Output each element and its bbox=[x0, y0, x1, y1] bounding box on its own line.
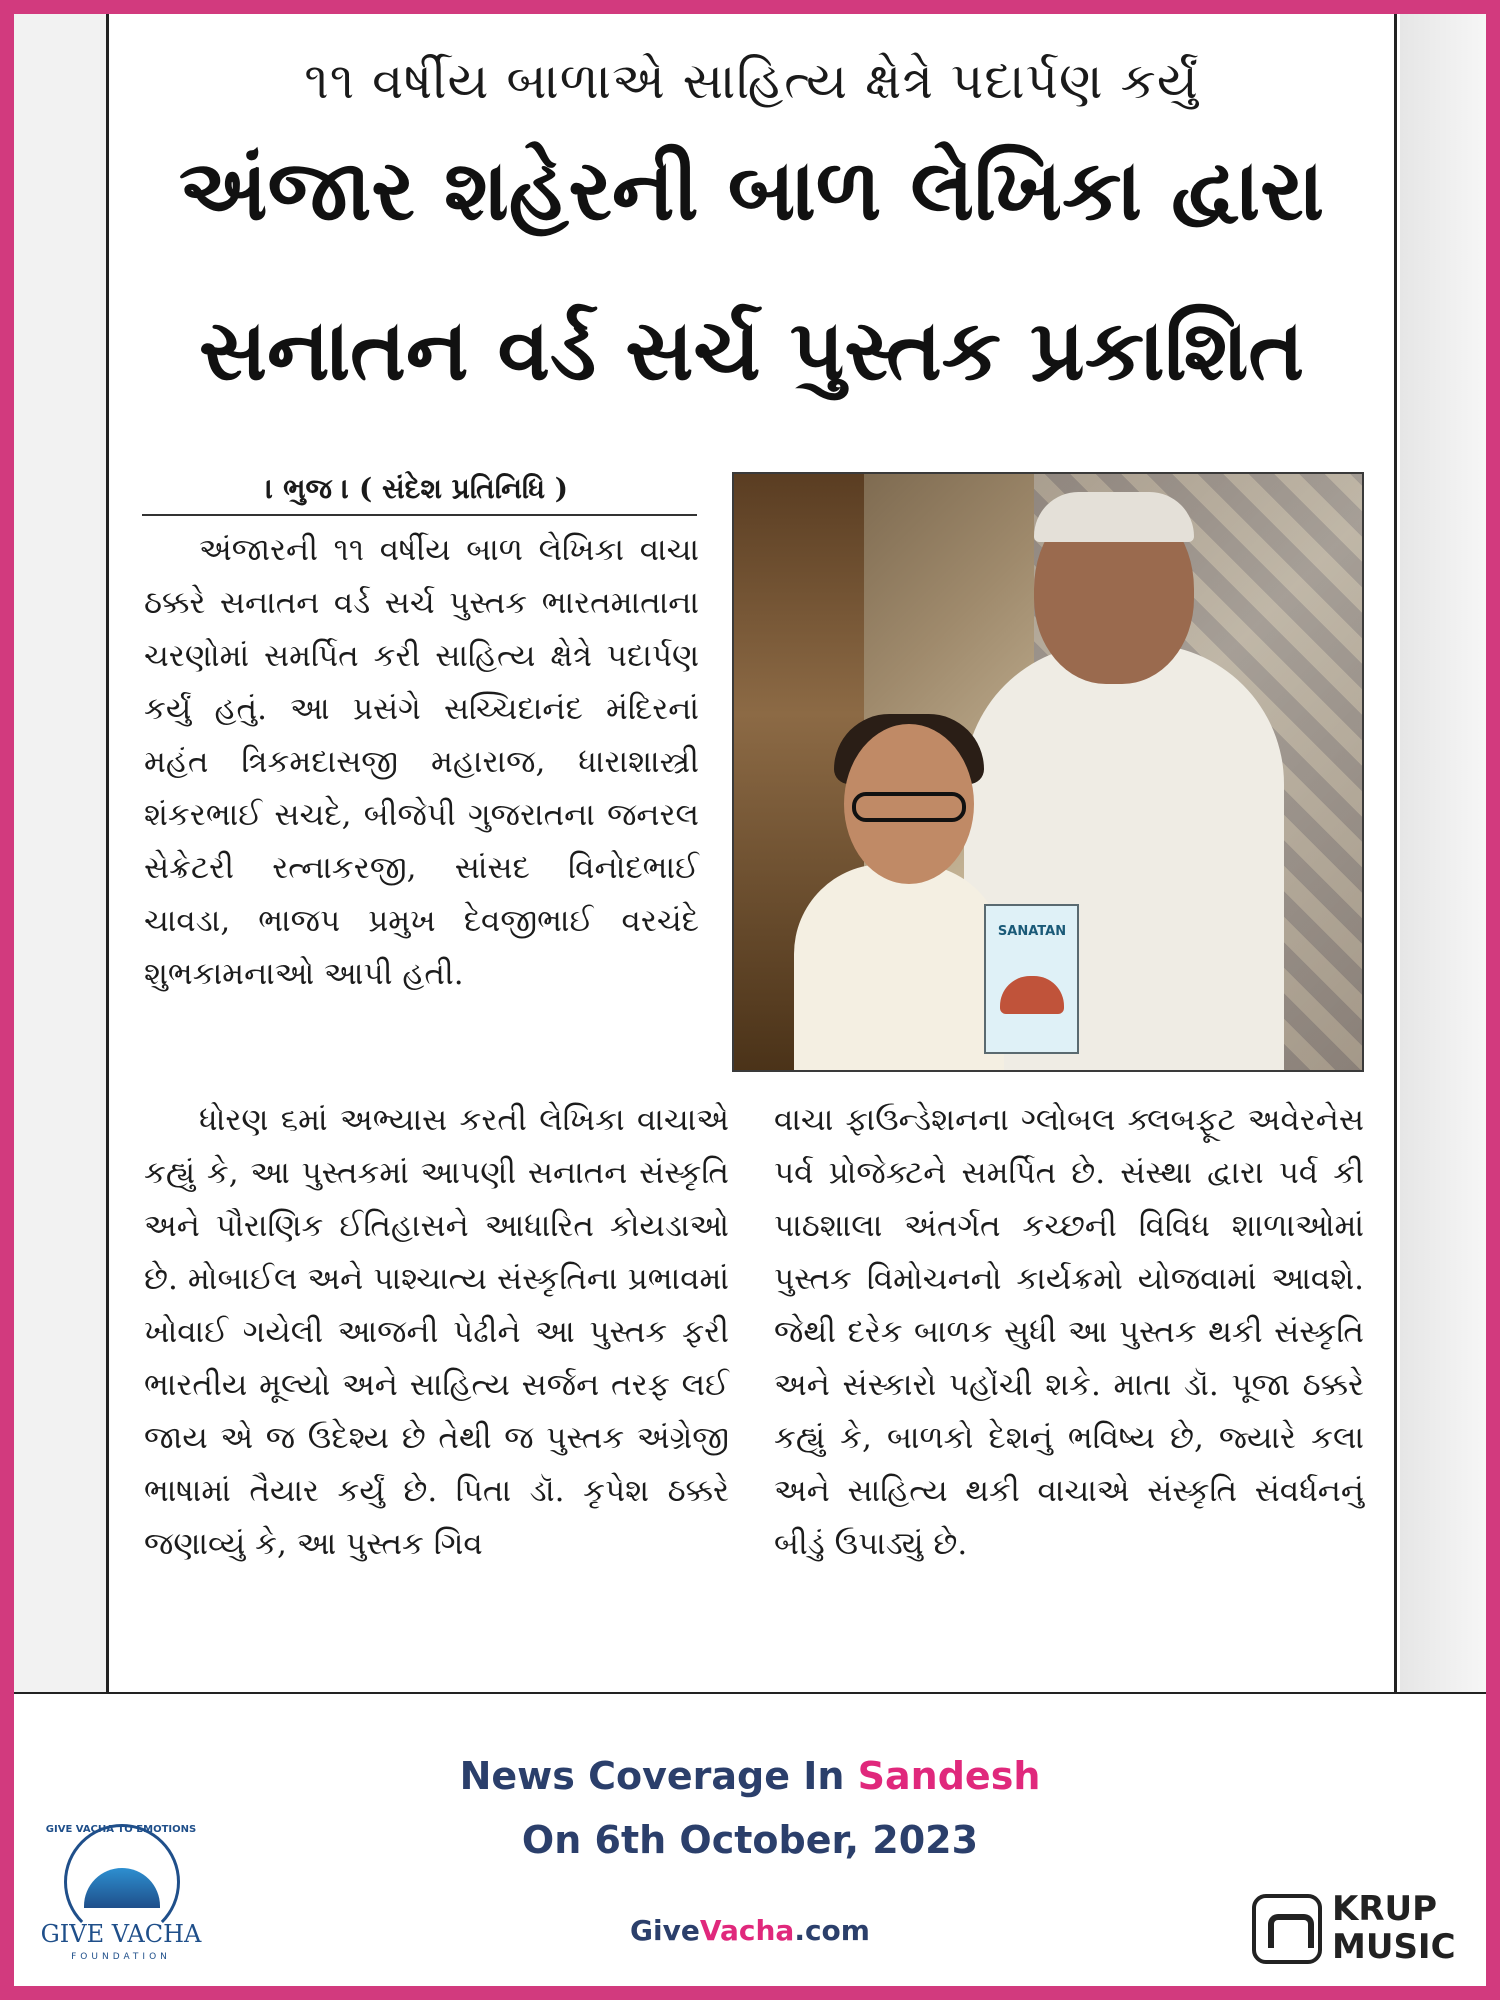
krup-music-logo bbox=[1252, 1886, 1464, 1970]
headline-line-1: અંજાર શહેરની બાળ લેખિકા દ્વારા bbox=[178, 141, 1325, 239]
clipping-bottom-rule bbox=[14, 1692, 1486, 1694]
website-prefix: Give bbox=[630, 1914, 700, 1947]
coverage-title bbox=[14, 1754, 1486, 1798]
newspaper-clipping bbox=[14, 14, 1486, 1694]
article-photo bbox=[732, 472, 1364, 1072]
paragraph-1: અંજારની ૧૧ વર્ષીય બાળ લેખિકા વાચા ઠક્કરે સનાતન વર્ડ સર્ચ પુસ્તક ભારતમાતાના ચરણોમાં સમર્પિત કરી સાહિત્ય ક્ષેત્રે પદાર્પણ કર્યું હતું. આ પ્રસંગે સચ્ચિદાનંદ મંદિરનાં મહંત ત્રિકમદાસજી મહારાજ, ધારાશાસ્ત્રી શંકરભાઈ સચદે, બીજેપી ગુજરાતના જનરલ સેક્રેટરી રત્નાકરજી, સાંસદ વિનોદભાઈ ચાવડા, ભાજપ પ્રમુખ દેવજીભાઈ વરચંદે શુભકામનાઓ આપી હતી. bbox=[144, 532, 699, 992]
coverage-title-accent: Sandesh bbox=[857, 1754, 1041, 1798]
article-column-2 bbox=[144, 1094, 729, 1571]
photo-book-title: SANATAN bbox=[997, 924, 1067, 939]
article-column-1 bbox=[144, 524, 699, 1001]
photo-book bbox=[984, 904, 1079, 1054]
coverage-title-prefix: News Coverage In bbox=[459, 1754, 858, 1798]
krup-glyph-icon bbox=[1268, 1914, 1314, 1948]
column-rule-left bbox=[106, 14, 109, 1694]
krup-line-2: MUSIC bbox=[1332, 1927, 1456, 1967]
paragraph-3: વાચા ફાઉન્ડેશનના ગ્લોબલ ક્લબફૂટ અવેરનેસ પર્વ પ્રોજેક્ટને સમર્પિત છે. સંસ્થા દ્વારા પર્વ કી પાઠશાલા અંતર્ગત કચ્છની વિવિધ શાળાઓમાં પુસ્તક વિમોચનનો કાર્યક્રમો યોજવામાં આવશે. જેથી દરેક બાળક સુધી આ પુસ્તક થકી સંસ્કૃતિ અને સંસ્કારો પહોંચી શકે. માતા ડૉ. પૂજા ઠક્કરે કહ્યું કે, બાળકો દેશનું ભવિષ્ય છે, જ્યારે કલા અને સાહિત્ય થકી વાચાએ સંસ્કૃતિ સંવર્ધનનું બીડું ઉપાડ્યું છે. bbox=[774, 1102, 1364, 1562]
clipping-left-margin bbox=[14, 14, 106, 1694]
give-vacha-arc-text: GIVE VACHA TO EMOTIONS bbox=[45, 1824, 197, 1835]
website-suffix: .com bbox=[794, 1914, 870, 1947]
byline-rule bbox=[142, 514, 697, 516]
give-vacha-logo bbox=[36, 1824, 206, 1974]
paragraph-2: ધોરણ ૬માં અભ્યાસ કરતી લેખિકા વાચાએ કહ્યું કે, આ પુસ્તકમાં આપણી સનાતન સંસ્કૃતિ અને પૌરાણિક ઈતિહાસને આધારિત કોયડાઓ છે. મોબાઈલ અને પાશ્ચાત્ય સંસ્કૃતિના પ્રભાવમાં ખોવાઈ ગયેલી આજની પેઢીને આ પુસ્તક ફરી ભારતીય મૂલ્યો અને સાહિત્ય સર્જન તરફ લઈ જાય એ જ ઉદેશ્ય છે તેથી જ પુસ્તક અંગ્રેજી ભાષામાં તૈયાર કર્યું છે. પિતા ડૉ. કૃપેશ ઠક્કરે જણાવ્યું કે, આ પુસ્તક ગિવ bbox=[144, 1102, 729, 1562]
photo-man-hair bbox=[1034, 492, 1194, 542]
article-column-3 bbox=[774, 1094, 1364, 1571]
krup-line-1: KRUP bbox=[1332, 1889, 1438, 1929]
give-vacha-name: GIVE VACHA bbox=[40, 1920, 202, 1948]
website-accent: Vacha bbox=[699, 1914, 795, 1947]
page-frame bbox=[14, 14, 1486, 1986]
column-rule-right bbox=[1394, 14, 1397, 1694]
byline: । ભુજ । ( સંદેશ પ્રતિનિધિ ) bbox=[265, 472, 569, 505]
krup-icon bbox=[1252, 1894, 1322, 1964]
article-kicker: ૧૧ વર્ષીય બાળાએ સાહિત્ય ક્ષેત્રે પદાર્પણ કર્યું bbox=[304, 52, 1199, 110]
coverage-date: On 6th October, 2023 bbox=[521, 1818, 979, 1862]
photo-book-art bbox=[1000, 976, 1064, 1014]
headline-line-2: સનાતન વર્ડ સર્ચ પુસ્તક પ્રકાશિત bbox=[198, 301, 1305, 399]
photo-girl-glasses bbox=[852, 792, 966, 822]
give-vacha-sub: FOUNDATION bbox=[71, 1952, 171, 1962]
clipping-right-margin bbox=[1400, 14, 1486, 1694]
photo-girl bbox=[794, 864, 1004, 1072]
